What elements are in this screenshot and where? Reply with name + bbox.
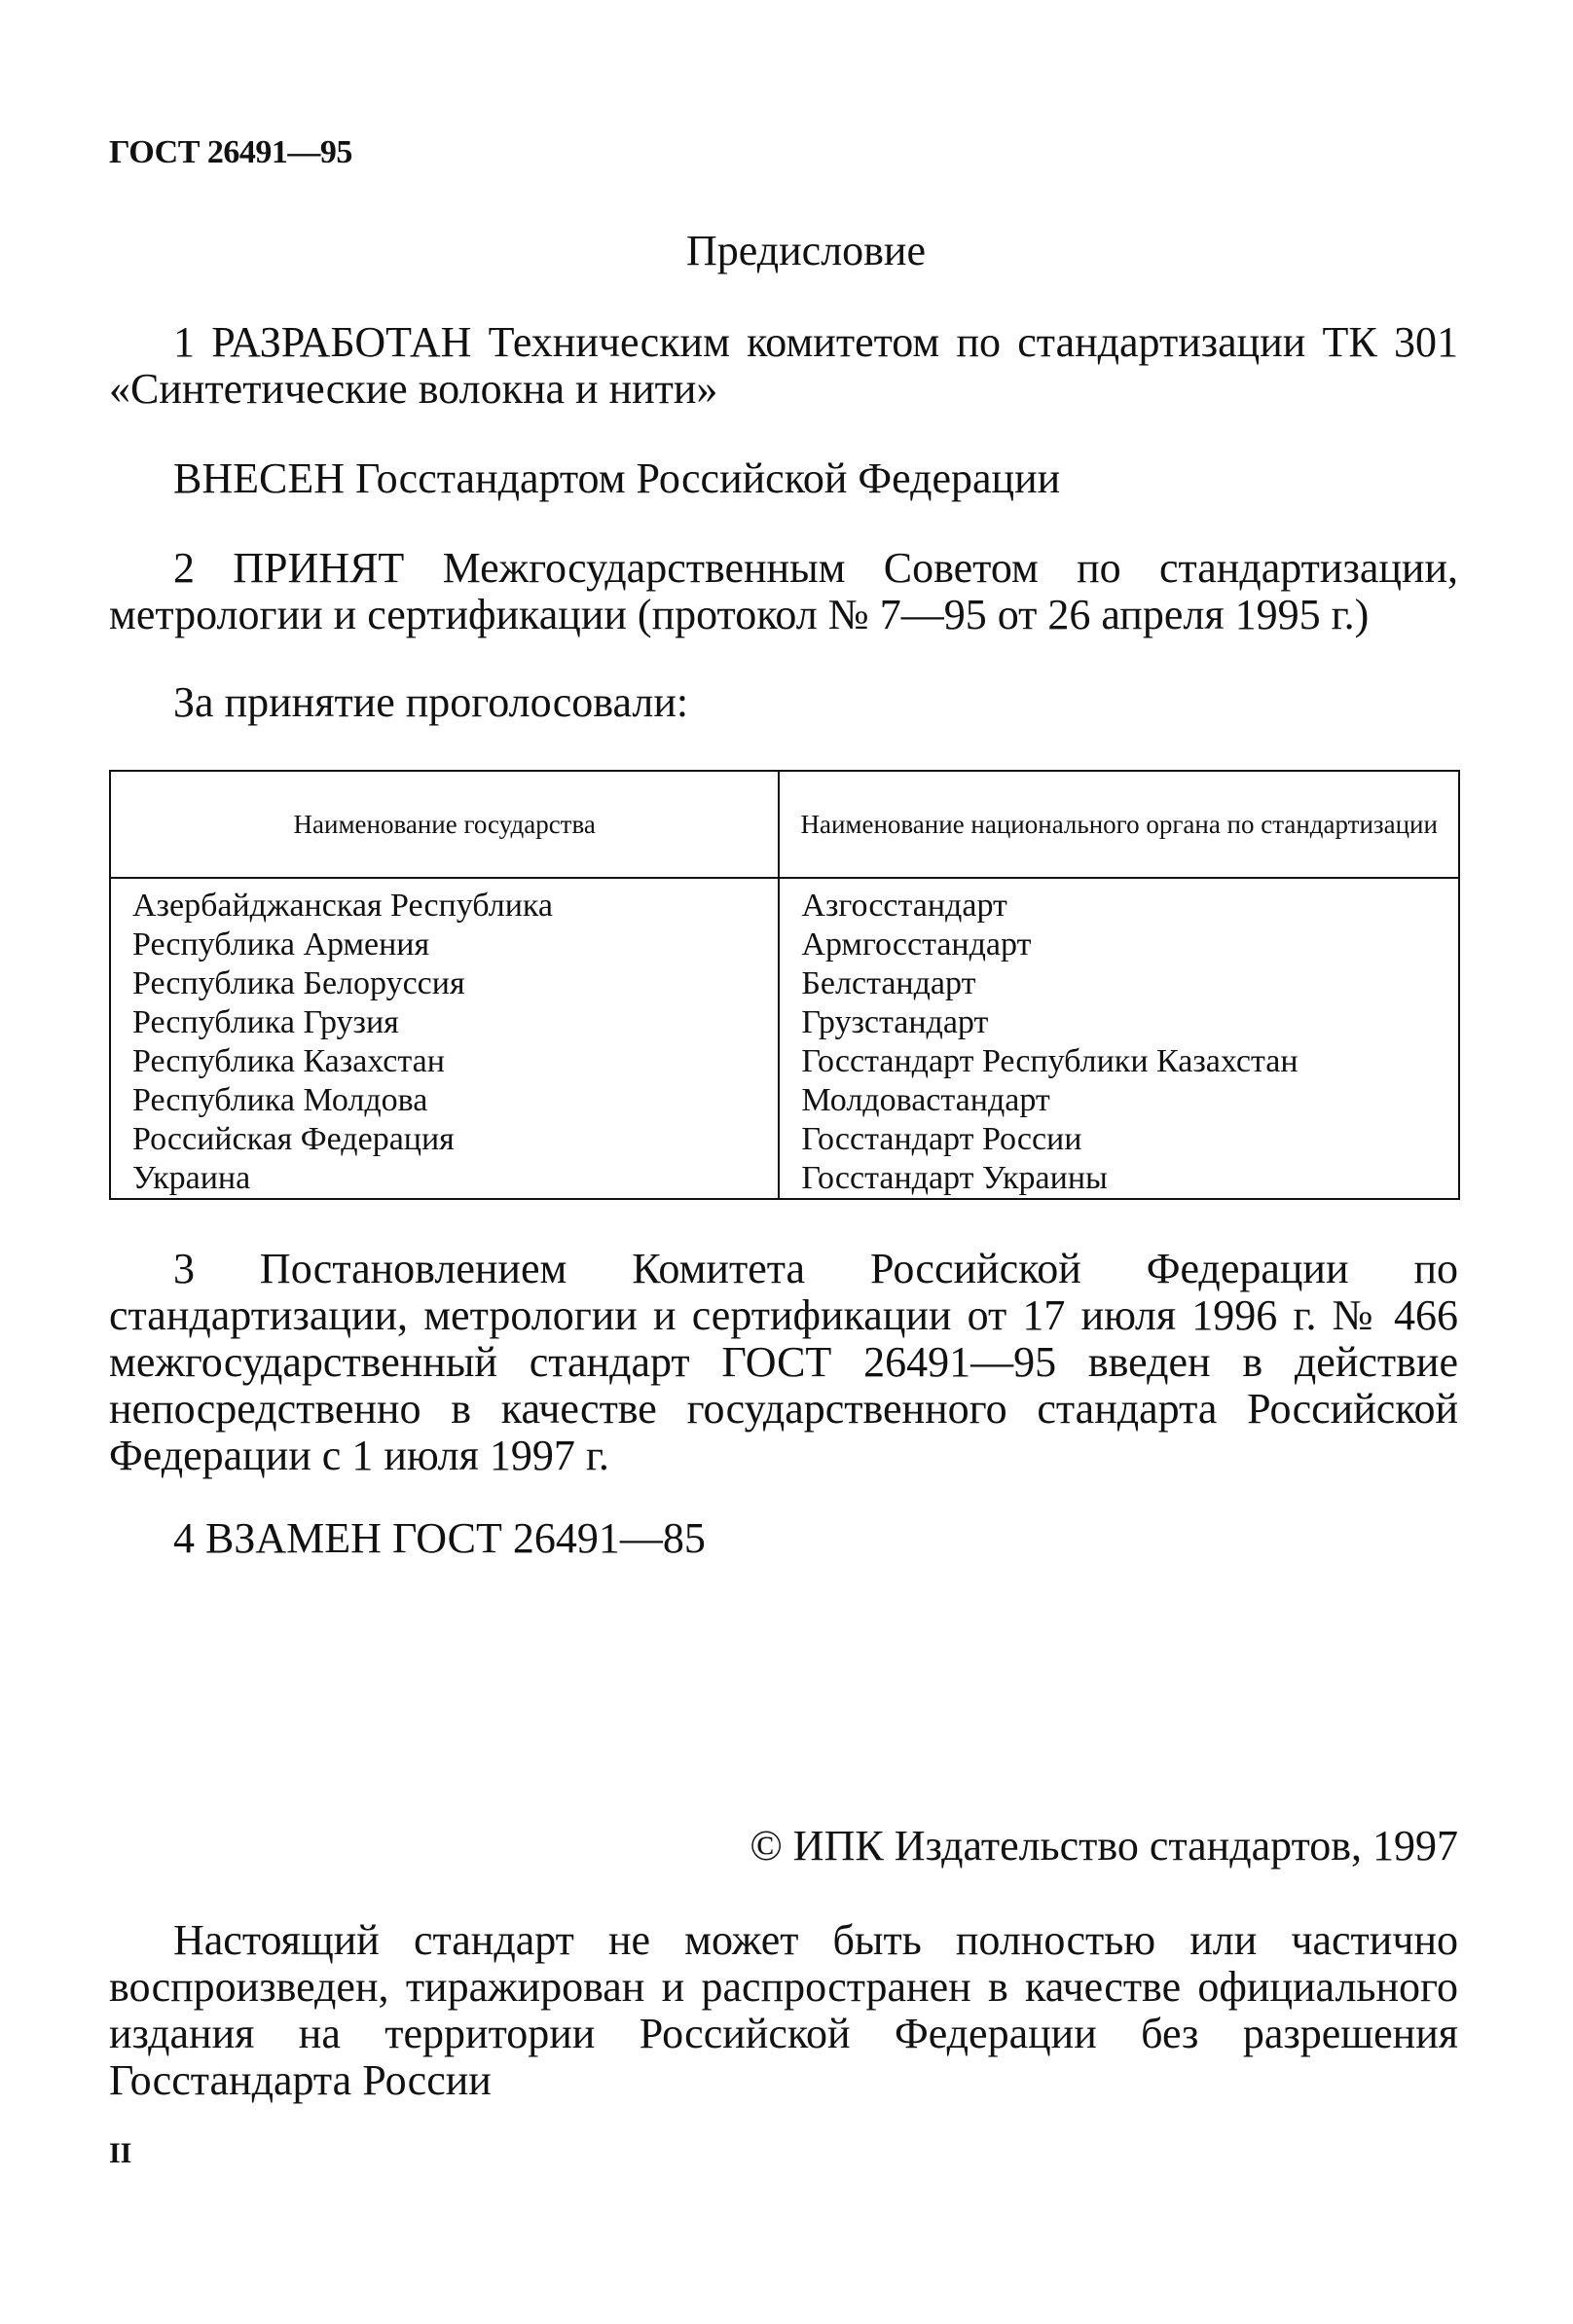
table-row	[110, 964, 1459, 1003]
paragraph-voted: За принятие проголосовали:	[173, 678, 689, 726]
header-state: Наименование государства	[110, 771, 779, 878]
cell-state: Украина	[110, 1159, 779, 1199]
page-title: Предисловие	[686, 227, 926, 274]
cell-body: Госстандарт Республики Казахстан	[779, 1042, 1459, 1081]
paragraph-introduced: ВНЕСЕН Госстандартом Российской Федерации	[173, 454, 1061, 502]
standard-header: ГОСТ 26491—95	[109, 134, 352, 170]
cell-state: Республика Казахстан	[110, 1042, 779, 1081]
table-row	[110, 1042, 1459, 1081]
header-national-body: Наименование национального органа по стандартизации	[779, 771, 1459, 878]
paragraph-replaces: 4 ВЗАМЕН ГОСТ 26491—85	[173, 1514, 706, 1562]
cell-body: Госстандарт России	[779, 1120, 1459, 1159]
cell-body: Белстандарт	[779, 964, 1459, 1003]
cell-body: Молдовастандарт	[779, 1081, 1459, 1120]
copyright-line: © ИПК Издательство стандартов, 1997	[750, 1822, 1458, 1870]
cell-state: Республика Белоруссия	[110, 964, 779, 1003]
cell-state: Республика Армения	[110, 926, 779, 964]
paragraph-developed: 1 РАЗРАБОТАН Техническим комитетом по стандартизации ТК 301 «Синтетические волокна и нити»	[109, 318, 1458, 413]
page-number: II	[109, 2137, 132, 2169]
table-row	[110, 1003, 1459, 1042]
reproduction-notice: Настоящий стандарт не может быть полностью или частично воспроизведен, тиражирован и распространен в качестве официального издания на территории Российской Федерации без разрешения Госстандарта России	[109, 1916, 1458, 2104]
cell-body: Госстандарт Украины	[779, 1159, 1459, 1199]
table-row	[110, 926, 1459, 964]
cell-state: Азербайджанская Республика	[110, 878, 779, 926]
table-row	[110, 878, 1459, 926]
paragraph-decree: 3 Постановлением Комитета Российской Федерации по стандартизации, метрологии и сертификации от 17 июля 1996 г. № 466 межгосударственный стандарт ГОСТ 26491—95 введен в действие непосредственно в качестве государственного стандарта Российской Федерации с 1 июля 1997 г.	[109, 1245, 1458, 1479]
cell-state: Российская Федерация	[110, 1120, 779, 1159]
table-row	[110, 1159, 1459, 1199]
table-row	[110, 1120, 1459, 1159]
table-row	[110, 1081, 1459, 1120]
table-header-row	[110, 771, 1459, 878]
paragraph-adopted: 2 ПРИНЯТ Межгосударственным Советом по стандартизации, метрологии и сертификации (протокол № 7—95 от 26 апреля 1995 г.)	[109, 544, 1458, 638]
cell-state: Республика Молдова	[110, 1081, 779, 1120]
cell-body: Азгосстандарт	[779, 878, 1459, 926]
voting-table	[109, 770, 1460, 1200]
cell-body: Грузстандарт	[779, 1003, 1459, 1042]
cell-state: Республика Грузия	[110, 1003, 779, 1042]
cell-body: Армгосстандарт	[779, 926, 1459, 964]
